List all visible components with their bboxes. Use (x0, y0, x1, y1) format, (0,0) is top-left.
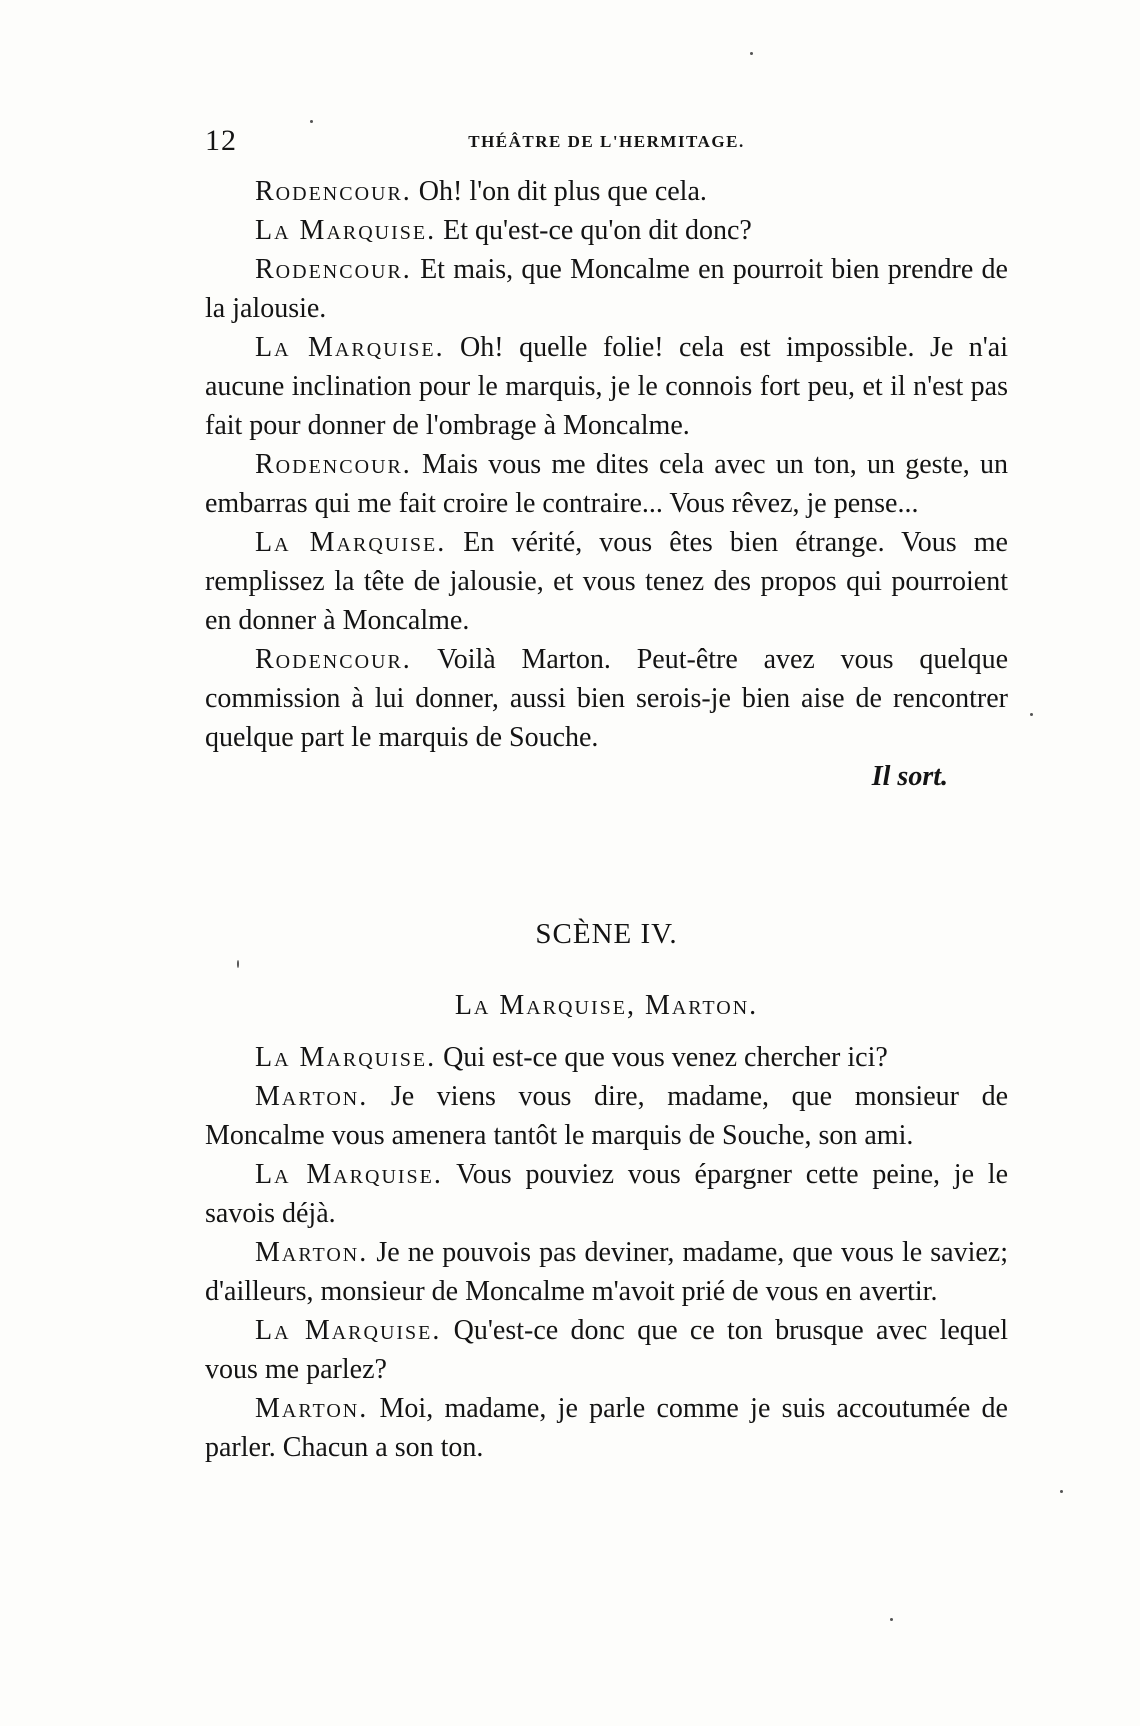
scan-speck (750, 52, 753, 55)
speaker-name: La Marquise. (255, 527, 447, 558)
line-text: Et mais, que Moncalme en pourroit bien prendre de la jalousie. (205, 254, 1008, 324)
scene-title: SCÈNE IV. (535, 918, 678, 950)
dialogue-line (205, 1155, 1008, 1233)
scan-speck (237, 960, 239, 968)
dialogue-line (205, 1311, 1008, 1389)
dialogue-block-scene-four (205, 1038, 1008, 1467)
line-text: Qui est-ce que vous venez chercher ici? (436, 1042, 888, 1073)
dialogue-line (205, 1038, 1008, 1077)
dialogue-line (205, 523, 1008, 640)
scan-speck (310, 120, 313, 123)
dialogue-line (205, 328, 1008, 445)
speaker-name: La Marquise. (255, 215, 437, 246)
line-text: Oh! quelle folie! cela est impossible. Je n'ai aucune inclination pour le marquis, je le connois fort peu, et il n'est pas fait pour donner de l'ombrage à Moncalme. (205, 332, 1008, 441)
scan-speck (890, 1618, 893, 1621)
speaker-name: Marton. (255, 1237, 369, 1268)
speaker-name: Marton. (255, 1393, 369, 1424)
dialogue-line (205, 211, 1008, 250)
speaker-name: Rodencour. (255, 176, 412, 207)
line-text: Je viens vous dire, madame, que monsieur de Moncalme vous amenera tantôt le marquis de Souche, son ami. (205, 1081, 1008, 1151)
line-text: Voilà Marton. Peut-être avez vous quelque commission à lui donner, aussi bien serois-je bien aise de rencontrer quelque part le marquis de Souche. (205, 644, 1008, 753)
speaker-name: Marton. (255, 1081, 369, 1112)
speaker-name: Rodencour. (255, 254, 412, 285)
dialogue-line (205, 1389, 1008, 1467)
dialogue-line (205, 640, 1008, 757)
line-text: Vous pouviez vous épargner cette peine, je le savois déjà. (205, 1159, 1008, 1229)
speaker-name: La Marquise. (255, 332, 445, 363)
speaker-name: La Marquise. (255, 1042, 437, 1073)
line-text: Qu'est-ce donc que ce ton brusque avec lequel vous me parlez? (205, 1315, 1008, 1385)
dialogue-line (205, 1233, 1008, 1311)
speaker-name: Rodencour. (255, 644, 412, 675)
scene-cast: La Marquise, Marton. (454, 990, 759, 1021)
line-text: Mais vous me dites cela avec un ton, un geste, un embarras qui me fait croire le contraire... Vous rêvez, je pense... (205, 449, 1008, 519)
line-text: Je ne pouvois pas deviner, madame, que vous le saviez; d'ailleurs, monsieur de Moncalme m'avoit prié de vous en avertir. (205, 1237, 1008, 1307)
speaker-name: La Marquise. (255, 1315, 442, 1346)
stage-direction: Il sort. (871, 761, 948, 792)
speaker-name: La Marquise. (255, 1159, 443, 1190)
page-header (205, 124, 1008, 164)
scan-speck (1060, 1490, 1063, 1493)
scan-speck (1030, 713, 1033, 716)
running-title: THÉÂTRE DE L'HERMITAGE. (468, 132, 745, 151)
dialogue-line (205, 445, 1008, 523)
line-text: En vérité, vous êtes bien étrange. Vous me remplissez la tête de jalousie, et vous tenez des propos qui pourroient en donner à Moncalme. (205, 527, 1008, 636)
page-number: 12 (205, 124, 237, 157)
dialogue-line (205, 1077, 1008, 1155)
line-text: Oh! l'on dit plus que cela. (411, 176, 707, 207)
dialogue-line (205, 250, 1008, 328)
dialogue-block-scene-three (205, 172, 1008, 796)
dialogue-line (205, 172, 1008, 211)
speaker-name: Rodencour. (255, 449, 412, 480)
line-text: Moi, madame, je parle comme je suis accoutumée de parler. Chacun a son ton. (205, 1393, 1008, 1463)
line-text: Et qu'est-ce qu'on dit donc? (436, 215, 752, 246)
